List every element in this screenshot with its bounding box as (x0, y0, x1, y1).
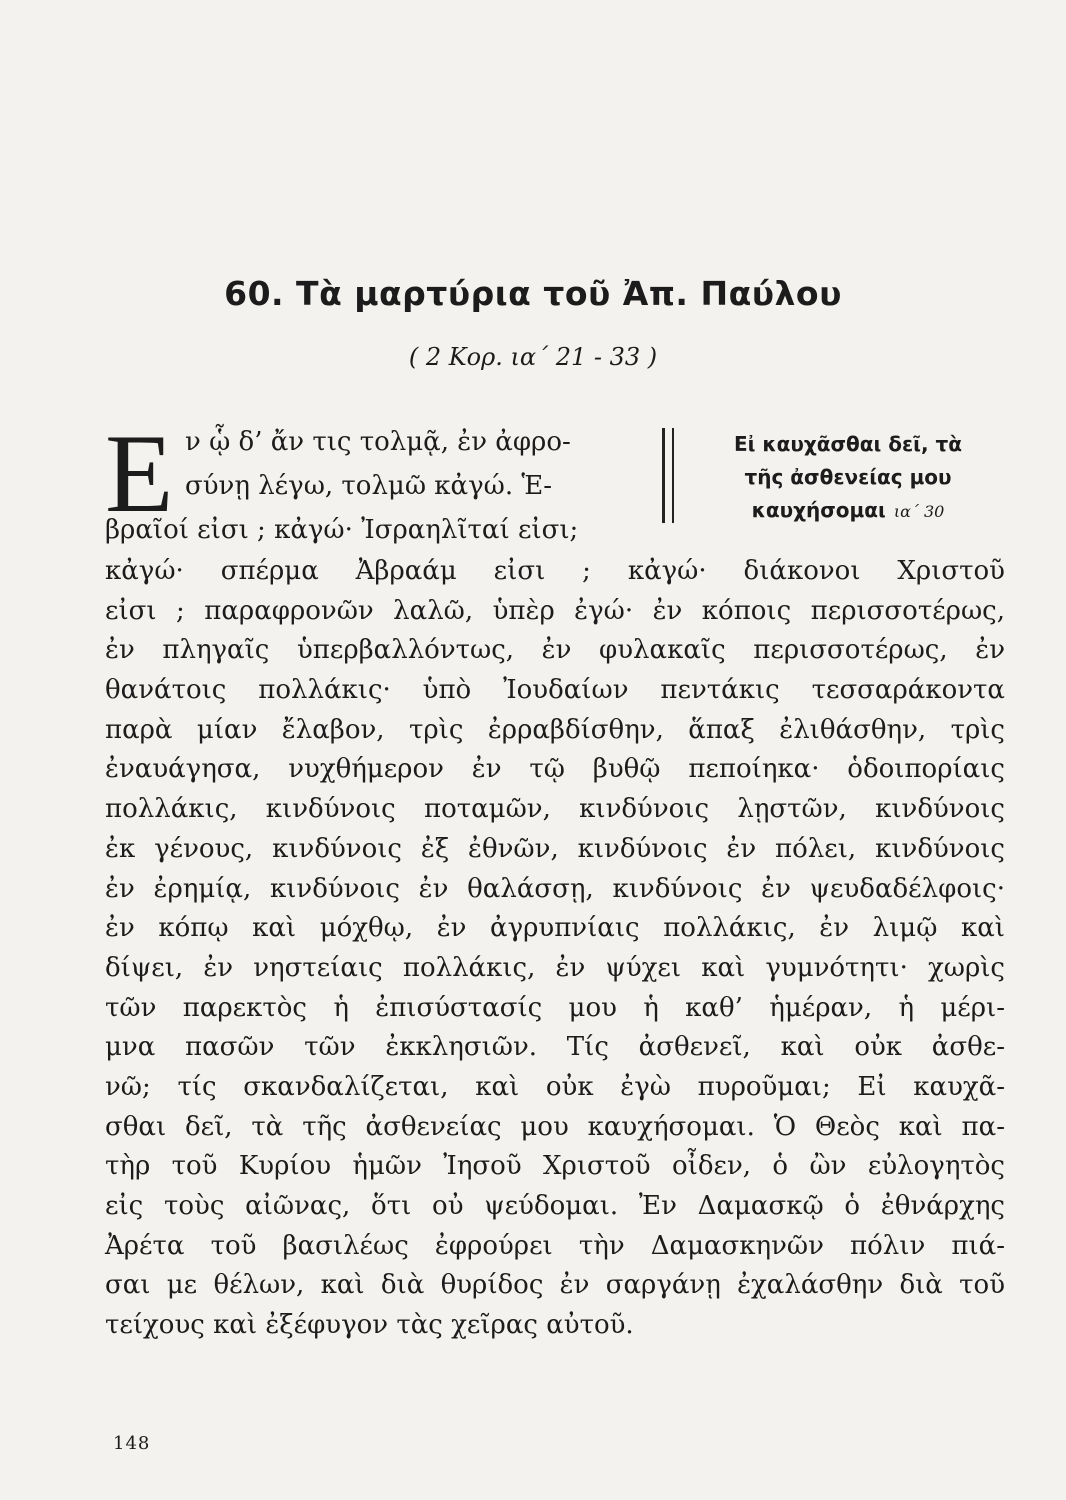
text-line: θανάτοις πολλάκις· ὑπὸ Ἰουδαίων πεντάκις τεσσαράκοντα (105, 675, 1005, 706)
sidebar-rule (672, 428, 674, 523)
intro-line: ν ᾧ δ’ ἄν τις τολμᾷ, ἐν ἀφρο- (185, 427, 571, 457)
sidebar-quote-ref: ια΄ 30 (893, 502, 945, 521)
text-line: σθαι δεῖ, τὰ τῆς ἀσθενείας μου καυχήσομαι. Ὁ Θεὸς καὶ πα- (105, 1111, 1005, 1142)
chapter-title: 60. Τὰ μαρτύρια τοῦ Ἀπ. Παύλου (224, 274, 842, 313)
text-line: ἐν ἐρημίᾳ, κινδύνοις ἐν θαλάσσῃ, κινδύνοις ἐν ψευδαδέλφοις· (105, 873, 1005, 904)
text-line: ἐν πληγαῖς ὑπερβαλλόντως, ἐν φυλακαῖς περισσοτέρως, ἐν (105, 635, 1005, 666)
body-text (105, 552, 1005, 1346)
text-line: εἰς τοὺς αἰῶνας, ὅτι οὐ ψεύδομαι. Ἐν Δαμασκῷ ὁ ἐθνάρχης (105, 1191, 1005, 1221)
text-line: ἐναυάγησα, νυχθήμερον ἐν τῷ βυθῷ πεποίηκα· ὁδοιπορίαις (105, 754, 1005, 785)
text-line: τῶν παρεκτὸς ἡ ἐπισύστασίς μου ἡ καθ’ ἡμέραν, ἡ μέρι- (105, 992, 1005, 1023)
sidebar-quote-line: Εἰ καυχᾶσθαι δεῖ, τὰ (733, 432, 963, 456)
text-line: εἰσι ; παραφρονῶν λαλῶ, ὑπὲρ ἐγώ· ἐν κόποις περισσοτέρως, (105, 595, 1005, 626)
sidebar-quote-text: καυχήσομαι (751, 498, 886, 522)
text-line: πολλάκις, κινδύνοις ποταμῶν, κινδύνοις λῃστῶν, κινδύνοις (105, 794, 1005, 825)
text-line: τὴρ τοῦ Κυρίου ἡμῶν Ἰησοῦ Χριστοῦ οἶδεν, ὁ ὢν εὐλογητὸς (105, 1151, 1005, 1182)
sidebar-quote (688, 428, 1008, 528)
sidebar-rule (662, 428, 665, 523)
scripture-reference: ( 2 Κορ. ια΄ 21 - 33 ) (408, 343, 658, 371)
intro-line: βραῖοί εἰσι ; κἀγώ· Ἰσραηλῖταί εἰσι; (105, 515, 579, 545)
intro-block (105, 420, 645, 552)
text-line: παρὰ μίαν ἔλαβον, τρὶς ἐρραβδίσθην, ἅπαξ ἐλιθάσθην, τρὶς (105, 714, 1005, 745)
intro-line: σύνῃ λέγω, τολμῶ κἀγώ. Ἑ- (185, 471, 553, 501)
text-line: σαι με θέλων, καὶ διὰ θυρίδος ἐν σαργάνῃ ἐχαλάσθην διὰ τοῦ (105, 1270, 1005, 1301)
sidebar-quote-line: τῆς ἀσθενείας μου (744, 465, 952, 489)
text-line: κἀγώ· σπέρμα Ἀβραάμ εἰσι ; κἀγώ· διάκονοι Χριστοῦ (105, 556, 1005, 586)
text-line: τείχους καὶ ἐξέφυγον τὰς χεῖρας αὐτοῦ. (105, 1310, 634, 1341)
sidebar-quote-line (688, 494, 1008, 528)
text-line: μνα πασῶν τῶν ἐκκλησιῶν. Τίς ἀσθενεῖ, καὶ οὐκ ἀσθε- (105, 1032, 1005, 1063)
text-line: νῶ; τίς σκανδαλίζεται, καὶ οὐκ ἐγὼ πυροῦμαι; Εἰ καυχᾶ- (105, 1071, 1005, 1102)
drop-cap: Ε (105, 412, 174, 536)
text-line: Ἀρέτα τοῦ βασιλέως ἐφρούρει τὴν Δαμασκηνῶν πόλιν πιά- (105, 1230, 1005, 1261)
page-number: 148 (113, 1433, 151, 1454)
text-line: ἐν κόπῳ καὶ μόχθῳ, ἐν ἀγρυπνίαις πολλάκις, ἐν λιμῷ καὶ (105, 913, 1005, 944)
text-line: δίψει, ἐν νηστείαις πολλάκις, ἐν ψύχει καὶ γυμνότητι· χωρὶς (105, 952, 1005, 983)
text-line: ἐκ γένους, κινδύνοις ἐξ ἐθνῶν, κινδύνοις ἐν πόλει, κινδύνοις (105, 833, 1005, 864)
